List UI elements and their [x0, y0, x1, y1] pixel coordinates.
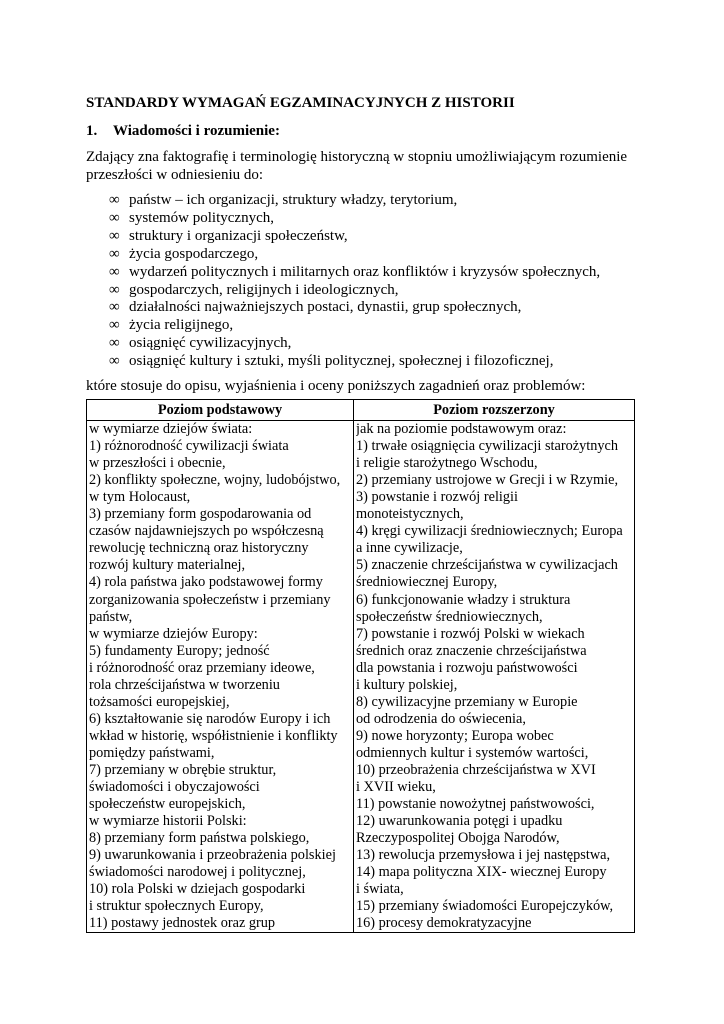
cell-line: monoteistycznych,	[356, 506, 464, 523]
list-item: ∞ życia gospodarczego,	[109, 245, 259, 262]
document-page	[86, 94, 634, 933]
cell-line: tożsamości europejskiej,	[89, 693, 230, 710]
header-basic-level: Poziom podstawowy	[87, 400, 354, 421]
document-title: STANDARDY WYMAGAŃ EGZAMINACYJNYCH Z HISTORII	[86, 95, 515, 111]
cell-line: 7) przemiany w obrębie struktur,	[89, 762, 277, 778]
basic-level-cell	[87, 421, 354, 933]
cell-line: 4) kręgi cywilizacji średniowiecznych; Europa	[356, 523, 623, 540]
cell-line: 4) rola państwa jako podstawowej formy	[89, 574, 323, 591]
cell-line: 5) fundamenty Europy; jedność	[89, 642, 270, 659]
list-item: ∞ działalności najważniejszych postaci, dynastii, grup społecznych,	[109, 299, 522, 316]
cell-line: 8) cywilizacyjne przemiany w Europie	[356, 693, 578, 710]
table-row	[87, 421, 635, 933]
cell-line: 9) nowe horyzonty; Europa wobec	[356, 727, 554, 744]
cell-line: w wymiarze historii Polski:	[89, 813, 247, 830]
cell-line: i różnorodność oraz przemiany ideowe,	[89, 659, 315, 676]
section-heading	[86, 122, 634, 140]
cell-line: państw,	[89, 608, 133, 625]
infinity-bullet-icon: ∞	[109, 281, 120, 298]
infinity-bullet-icon: ∞	[109, 317, 120, 334]
cell-line: społeczeństw średniowiecznych,	[356, 608, 543, 625]
infinity-bullet-icon: ∞	[109, 353, 120, 370]
cell-line: odmiennych kultur i systemów wartości,	[356, 744, 589, 761]
cell-line: 6) funkcjonowanie władzy i struktura	[356, 591, 571, 608]
list-item: ∞ gospodarczych, religijnych i ideologicznych,	[109, 281, 399, 298]
bullet-list	[86, 192, 634, 371]
cell-line: 9) uwarunkowania i przeobrażenia polskiej	[89, 847, 336, 864]
cell-line: rewolucję techniczną oraz historyczny	[89, 540, 309, 557]
list-item: ∞ struktury i organizacji społeczeństw,	[109, 227, 348, 244]
cell-line: 15) przemiany świadomości Europejczyków,	[356, 898, 614, 915]
cell-line: 2) przemiany ustrojowe w Grecji i w Rzymie,	[356, 472, 619, 489]
cell-line: i religie starożytnego Wschodu,	[356, 455, 538, 472]
infinity-bullet-icon: ∞	[109, 263, 120, 280]
cell-line: w wymiarze dziejów świata:	[89, 421, 253, 438]
cell-line: świadomości narodowej i politycznej,	[89, 864, 306, 881]
cell-line: w tym Holocaust,	[89, 489, 191, 506]
list-item: ∞ państw – ich organizacji, struktury władzy, terytorium,	[109, 192, 458, 208]
cell-line: Rzeczypospolitej Obojga Narodów,	[356, 830, 560, 847]
list-item: ∞ życia religijnego,	[109, 317, 234, 334]
intro-paragraph: Zdający zna faktografię i terminologię historyczną w stopniu umożliwiającym rozumienie przeszłości w odniesieniu do:	[86, 149, 628, 183]
cell-line: 11) powstanie nowożytnej państwowości,	[356, 796, 595, 813]
cell-line: w wymiarze dziejów Europy:	[89, 625, 258, 642]
list-item: ∞ osiągnięć kultury i sztuki, myśli politycznej, społecznej i filozoficznej,	[109, 353, 554, 370]
list-item: ∞ wydarzeń politycznych i militarnych oraz konfliktów i kryzysów społecznych,	[109, 263, 601, 280]
cell-line: 10) przeobrażenia chrześcijaństwa w XVI	[356, 762, 596, 778]
cell-line: i kultury polskiej,	[356, 676, 458, 693]
cell-line: 6) kształtowanie się narodów Europy i ich	[89, 710, 331, 727]
list-item: ∞ osiągnięć cywilizacyjnych,	[109, 335, 292, 352]
cell-line: 7) powstanie i rozwój Polski w wiekach	[356, 625, 585, 642]
cell-line: wkład w historię, współistnienie i konflikty	[89, 727, 338, 744]
list-item: ∞ systemów politycznych,	[109, 209, 274, 226]
infinity-bullet-icon: ∞	[109, 227, 120, 244]
cell-line: 10) rola Polski w dziejach gospodarki	[89, 881, 306, 898]
cell-line: i świata,	[356, 881, 404, 898]
cell-line: w przeszłości i obecnie,	[89, 455, 226, 472]
cell-line: czasów najdawniejszych po współczesną	[89, 523, 324, 540]
cell-line: rozwój kultury materialnej,	[89, 557, 246, 574]
cell-line: 11) postawy jednostek oraz grup	[89, 915, 276, 932]
cell-line: jak na poziomie podstawowym oraz:	[356, 421, 567, 438]
table-header-row	[87, 400, 635, 421]
cell-line: 16) procesy demokratyzacyjne	[356, 915, 532, 932]
requirements-table	[86, 399, 635, 933]
section-title: Wiadomości i rozumienie:	[113, 123, 280, 139]
infinity-bullet-icon: ∞	[109, 299, 120, 316]
infinity-bullet-icon: ∞	[109, 245, 120, 262]
cell-line: i struktur społecznych Europy,	[89, 898, 264, 915]
header-extended-level: Poziom rozszerzony	[354, 400, 635, 421]
cell-line: a inne cywilizacje,	[356, 540, 463, 557]
cell-line: średniowiecznej Europy,	[356, 574, 498, 591]
infinity-bullet-icon: ∞	[109, 209, 120, 226]
cell-line: 1) trwałe osiągnięcia cywilizacji starożytnych	[356, 438, 619, 455]
cell-line: 8) przemiany form państwa polskiego,	[89, 830, 310, 847]
cell-line: rola chrześcijaństwa w tworzeniu	[89, 676, 280, 693]
cell-line: społeczeństw europejskich,	[89, 796, 246, 813]
cell-line: i XVII wieku,	[356, 779, 436, 796]
section-number: 1.	[86, 123, 98, 139]
cell-line: 14) mapa polityczna XIX- wiecznej Europy	[356, 864, 607, 881]
extended-level-cell	[354, 421, 635, 933]
cell-line: 13) rewolucja przemysłowa i jej następstwa,	[356, 847, 611, 864]
cell-line: 5) znaczenie chrześcijaństwa w cywilizacjach	[356, 557, 618, 574]
cell-line: 12) uwarunkowania potęgi i upadku	[356, 813, 563, 830]
cell-line: dla powstania i rozwoju państwowości	[356, 659, 578, 676]
cell-line: świadomości i obyczajowości	[89, 779, 260, 796]
infinity-bullet-icon: ∞	[109, 335, 120, 352]
closing-paragraph: które stosuje do opisu, wyjaśnienia i oceny poniższych zagadnień oraz problemów:	[86, 378, 586, 395]
cell-line: 3) powstanie i rozwój religii	[356, 489, 518, 506]
infinity-bullet-icon: ∞	[109, 192, 120, 208]
cell-line: 1) różnorodność cywilizacji świata	[89, 438, 289, 455]
cell-line: średnich oraz znaczenie chrześcijaństwa	[356, 642, 587, 659]
cell-line: 3) przemiany form gospodarowania od	[89, 506, 312, 523]
cell-line: od odrodzenia do oświecenia,	[356, 710, 526, 727]
cell-line: 2) konflikty społeczne, wojny, ludobójstwo,	[89, 472, 341, 489]
cell-line: zorganizowania społeczeństw i przemiany	[89, 591, 331, 608]
cell-line: pomiędzy państwami,	[89, 744, 215, 761]
